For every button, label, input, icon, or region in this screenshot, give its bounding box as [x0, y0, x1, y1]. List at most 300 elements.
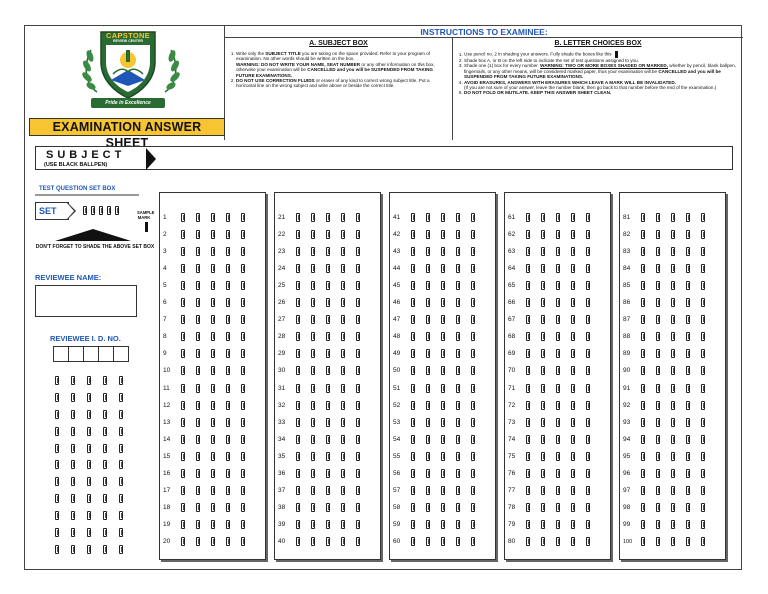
answer-bubble[interactable]	[241, 537, 245, 546]
answer-bubble[interactable]	[426, 332, 430, 341]
answer-bubble[interactable]	[526, 230, 530, 239]
answer-bubble[interactable]	[671, 384, 675, 393]
answer-bubble[interactable]	[296, 469, 300, 478]
answer-bubble[interactable]	[211, 503, 215, 512]
answer-bubble[interactable]	[311, 230, 315, 239]
answer-bubble[interactable]	[341, 247, 345, 256]
answer-bubble[interactable]	[341, 298, 345, 307]
answer-bubble[interactable]	[181, 230, 185, 239]
id-bubble[interactable]	[103, 528, 107, 537]
answer-bubble[interactable]	[556, 230, 560, 239]
id-bubble[interactable]	[103, 410, 107, 419]
id-bubble[interactable]	[119, 511, 123, 520]
answer-bubble[interactable]	[241, 418, 245, 427]
answer-bubble[interactable]	[541, 503, 545, 512]
answer-bubble[interactable]	[701, 349, 705, 358]
answer-bubble[interactable]	[356, 247, 360, 256]
answer-bubble[interactable]	[196, 418, 200, 427]
answer-bubble[interactable]	[181, 452, 185, 461]
answer-bubble[interactable]	[211, 264, 215, 273]
answer-bubble[interactable]	[556, 213, 560, 222]
id-bubble[interactable]	[103, 460, 107, 469]
id-bubble[interactable]	[119, 444, 123, 453]
answer-bubble[interactable]	[211, 401, 215, 410]
answer-bubble[interactable]	[426, 435, 430, 444]
answer-bubble[interactable]	[656, 281, 660, 290]
answer-bubble[interactable]	[441, 503, 445, 512]
answer-bubble[interactable]	[211, 298, 215, 307]
answer-bubble[interactable]	[656, 247, 660, 256]
answer-bubble[interactable]	[456, 435, 460, 444]
answer-bubble[interactable]	[571, 503, 575, 512]
answer-bubble[interactable]	[671, 298, 675, 307]
answer-bubble[interactable]	[556, 401, 560, 410]
answer-bubble[interactable]	[556, 384, 560, 393]
answer-bubble[interactable]	[556, 418, 560, 427]
answer-bubble[interactable]	[426, 264, 430, 273]
answer-bubble[interactable]	[671, 213, 675, 222]
answer-bubble[interactable]	[311, 349, 315, 358]
id-bubble[interactable]	[87, 410, 91, 419]
answer-bubble[interactable]	[296, 332, 300, 341]
answer-bubble[interactable]	[311, 332, 315, 341]
id-bubble[interactable]	[71, 427, 75, 436]
answer-bubble[interactable]	[211, 520, 215, 529]
answer-bubble[interactable]	[296, 486, 300, 495]
answer-bubble[interactable]	[426, 537, 430, 546]
answer-bubble[interactable]	[181, 503, 185, 512]
answer-bubble[interactable]	[196, 315, 200, 324]
answer-bubble[interactable]	[686, 213, 690, 222]
answer-bubble[interactable]	[326, 435, 330, 444]
answer-bubble[interactable]	[456, 537, 460, 546]
answer-bubble[interactable]	[296, 435, 300, 444]
answer-bubble[interactable]	[341, 264, 345, 273]
answer-bubble[interactable]	[241, 486, 245, 495]
answer-bubble[interactable]	[526, 213, 530, 222]
answer-bubble[interactable]	[656, 520, 660, 529]
answer-bubble[interactable]	[641, 503, 645, 512]
answer-bubble[interactable]	[181, 384, 185, 393]
answer-bubble[interactable]	[356, 384, 360, 393]
answer-bubble[interactable]	[196, 537, 200, 546]
answer-bubble[interactable]	[586, 230, 590, 239]
answer-bubble[interactable]	[411, 230, 415, 239]
answer-bubble[interactable]	[426, 520, 430, 529]
answer-bubble[interactable]	[586, 452, 590, 461]
answer-bubble[interactable]	[701, 332, 705, 341]
answer-bubble[interactable]	[456, 503, 460, 512]
answer-bubble[interactable]	[471, 281, 475, 290]
answer-bubble[interactable]	[571, 349, 575, 358]
answer-bubble[interactable]	[526, 281, 530, 290]
id-digit-cell[interactable]	[83, 346, 99, 362]
answer-bubble[interactable]	[441, 315, 445, 324]
answer-bubble[interactable]	[211, 230, 215, 239]
answer-bubble[interactable]	[296, 349, 300, 358]
id-bubble[interactable]	[103, 545, 107, 554]
answer-bubble[interactable]	[296, 401, 300, 410]
answer-bubble[interactable]	[181, 247, 185, 256]
answer-bubble[interactable]	[441, 332, 445, 341]
answer-bubble[interactable]	[341, 503, 345, 512]
answer-bubble[interactable]	[686, 520, 690, 529]
answer-bubble[interactable]	[211, 213, 215, 222]
answer-bubble[interactable]	[326, 264, 330, 273]
answer-bubble[interactable]	[641, 332, 645, 341]
answer-bubble[interactable]	[686, 486, 690, 495]
answer-bubble[interactable]	[456, 452, 460, 461]
id-bubble[interactable]	[71, 511, 75, 520]
answer-bubble[interactable]	[471, 213, 475, 222]
answer-bubble[interactable]	[701, 213, 705, 222]
answer-bubble[interactable]	[356, 332, 360, 341]
answer-bubble[interactable]	[701, 264, 705, 273]
answer-bubble[interactable]	[356, 435, 360, 444]
answer-bubble[interactable]	[311, 281, 315, 290]
answer-bubble[interactable]	[441, 435, 445, 444]
answer-bubble[interactable]	[541, 349, 545, 358]
answer-bubble[interactable]	[196, 281, 200, 290]
answer-bubble[interactable]	[686, 264, 690, 273]
id-digit-cell[interactable]	[98, 346, 114, 362]
answer-bubble[interactable]	[311, 264, 315, 273]
answer-bubble[interactable]	[241, 281, 245, 290]
answer-bubble[interactable]	[541, 435, 545, 444]
answer-bubble[interactable]	[426, 366, 430, 375]
answer-bubble[interactable]	[656, 366, 660, 375]
answer-bubble[interactable]	[671, 537, 675, 546]
answer-bubble[interactable]	[571, 298, 575, 307]
answer-bubble[interactable]	[526, 469, 530, 478]
answer-bubble[interactable]	[211, 537, 215, 546]
answer-bubble[interactable]	[326, 520, 330, 529]
id-bubble[interactable]	[55, 477, 59, 486]
id-bubble[interactable]	[71, 410, 75, 419]
answer-bubble[interactable]	[471, 537, 475, 546]
answer-bubble[interactable]	[541, 452, 545, 461]
answer-bubble[interactable]	[586, 298, 590, 307]
answer-bubble[interactable]	[571, 401, 575, 410]
answer-bubble[interactable]	[541, 230, 545, 239]
answer-bubble[interactable]	[526, 264, 530, 273]
answer-bubble[interactable]	[526, 366, 530, 375]
answer-bubble[interactable]	[326, 315, 330, 324]
answer-bubble[interactable]	[471, 401, 475, 410]
id-bubble[interactable]	[103, 376, 107, 385]
id-bubble[interactable]	[119, 393, 123, 402]
answer-bubble[interactable]	[211, 247, 215, 256]
id-bubble[interactable]	[55, 393, 59, 402]
answer-bubble[interactable]	[341, 366, 345, 375]
answer-bubble[interactable]	[586, 315, 590, 324]
id-bubble[interactable]	[87, 528, 91, 537]
answer-bubble[interactable]	[311, 298, 315, 307]
answer-bubble[interactable]	[556, 452, 560, 461]
answer-bubble[interactable]	[411, 315, 415, 324]
answer-bubble[interactable]	[456, 401, 460, 410]
answer-bubble[interactable]	[356, 315, 360, 324]
answer-bubble[interactable]	[181, 281, 185, 290]
id-bubble[interactable]	[55, 528, 59, 537]
id-bubble[interactable]	[87, 427, 91, 436]
answer-bubble[interactable]	[296, 384, 300, 393]
answer-bubble[interactable]	[471, 332, 475, 341]
answer-bubble[interactable]	[211, 332, 215, 341]
answer-bubble[interactable]	[356, 486, 360, 495]
answer-bubble[interactable]	[586, 213, 590, 222]
answer-bubble[interactable]	[411, 264, 415, 273]
answer-bubble[interactable]	[241, 230, 245, 239]
answer-bubble[interactable]	[326, 537, 330, 546]
answer-bubble[interactable]	[571, 230, 575, 239]
answer-bubble[interactable]	[526, 452, 530, 461]
answer-bubble[interactable]	[586, 418, 590, 427]
answer-bubble[interactable]	[641, 520, 645, 529]
answer-bubble[interactable]	[686, 401, 690, 410]
answer-bubble[interactable]	[296, 503, 300, 512]
answer-bubble[interactable]	[411, 469, 415, 478]
answer-bubble[interactable]	[341, 435, 345, 444]
answer-bubble[interactable]	[296, 452, 300, 461]
answer-bubble[interactable]	[326, 230, 330, 239]
answer-bubble[interactable]	[226, 264, 230, 273]
answer-bubble[interactable]	[471, 435, 475, 444]
answer-bubble[interactable]	[341, 452, 345, 461]
answer-bubble[interactable]	[411, 298, 415, 307]
answer-bubble[interactable]	[671, 315, 675, 324]
answer-bubble[interactable]	[471, 349, 475, 358]
answer-bubble[interactable]	[686, 298, 690, 307]
id-bubble[interactable]	[103, 511, 107, 520]
answer-bubble[interactable]	[311, 503, 315, 512]
answer-bubble[interactable]	[356, 520, 360, 529]
answer-bubble[interactable]	[556, 366, 560, 375]
answer-bubble[interactable]	[526, 349, 530, 358]
answer-bubble[interactable]	[356, 366, 360, 375]
id-bubble[interactable]	[87, 545, 91, 554]
set-bubble[interactable]	[115, 206, 119, 215]
answer-bubble[interactable]	[226, 213, 230, 222]
answer-bubble[interactable]	[426, 401, 430, 410]
answer-bubble[interactable]	[701, 298, 705, 307]
answer-bubble[interactable]	[456, 315, 460, 324]
answer-bubble[interactable]	[226, 537, 230, 546]
answer-bubble[interactable]	[686, 281, 690, 290]
answer-bubble[interactable]	[441, 230, 445, 239]
answer-bubble[interactable]	[571, 469, 575, 478]
answer-bubble[interactable]	[311, 418, 315, 427]
answer-bubble[interactable]	[571, 452, 575, 461]
answer-bubble[interactable]	[311, 315, 315, 324]
answer-bubble[interactable]	[311, 486, 315, 495]
answer-bubble[interactable]	[586, 469, 590, 478]
answer-bubble[interactable]	[241, 264, 245, 273]
answer-bubble[interactable]	[411, 435, 415, 444]
answer-bubble[interactable]	[556, 537, 560, 546]
answer-bubble[interactable]	[556, 486, 560, 495]
answer-bubble[interactable]	[671, 230, 675, 239]
id-bubble[interactable]	[119, 545, 123, 554]
answer-bubble[interactable]	[641, 349, 645, 358]
answer-bubble[interactable]	[556, 520, 560, 529]
answer-bubble[interactable]	[311, 469, 315, 478]
answer-bubble[interactable]	[656, 469, 660, 478]
answer-bubble[interactable]	[456, 247, 460, 256]
answer-bubble[interactable]	[441, 418, 445, 427]
id-bubble[interactable]	[55, 545, 59, 554]
answer-bubble[interactable]	[471, 520, 475, 529]
answer-bubble[interactable]	[411, 537, 415, 546]
answer-bubble[interactable]	[411, 401, 415, 410]
answer-bubble[interactable]	[526, 247, 530, 256]
answer-bubble[interactable]	[226, 401, 230, 410]
answer-bubble[interactable]	[526, 486, 530, 495]
answer-bubble[interactable]	[671, 264, 675, 273]
id-bubble[interactable]	[55, 444, 59, 453]
id-bubble[interactable]	[71, 528, 75, 537]
answer-bubble[interactable]	[441, 452, 445, 461]
answer-bubble[interactable]	[656, 264, 660, 273]
answer-bubble[interactable]	[326, 418, 330, 427]
answer-bubble[interactable]	[211, 452, 215, 461]
answer-bubble[interactable]	[356, 230, 360, 239]
answer-bubble[interactable]	[556, 469, 560, 478]
answer-bubble[interactable]	[441, 247, 445, 256]
answer-bubble[interactable]	[241, 452, 245, 461]
answer-bubble[interactable]	[471, 486, 475, 495]
id-bubble[interactable]	[71, 376, 75, 385]
answer-bubble[interactable]	[541, 281, 545, 290]
answer-bubble[interactable]	[311, 401, 315, 410]
answer-bubble[interactable]	[656, 537, 660, 546]
answer-bubble[interactable]	[671, 469, 675, 478]
answer-bubble[interactable]	[701, 452, 705, 461]
answer-bubble[interactable]	[211, 281, 215, 290]
answer-bubble[interactable]	[641, 418, 645, 427]
id-bubble[interactable]	[119, 494, 123, 503]
answer-bubble[interactable]	[541, 366, 545, 375]
id-bubble[interactable]	[71, 494, 75, 503]
answer-bubble[interactable]	[471, 366, 475, 375]
id-bubble[interactable]	[119, 460, 123, 469]
answer-bubble[interactable]	[541, 298, 545, 307]
answer-bubble[interactable]	[571, 537, 575, 546]
answer-bubble[interactable]	[211, 418, 215, 427]
answer-bubble[interactable]	[641, 230, 645, 239]
answer-bubble[interactable]	[226, 247, 230, 256]
answer-bubble[interactable]	[456, 298, 460, 307]
answer-bubble[interactable]	[441, 366, 445, 375]
answer-bubble[interactable]	[456, 384, 460, 393]
answer-bubble[interactable]	[311, 366, 315, 375]
answer-bubble[interactable]	[701, 520, 705, 529]
answer-bubble[interactable]	[341, 401, 345, 410]
answer-bubble[interactable]	[471, 315, 475, 324]
answer-bubble[interactable]	[641, 315, 645, 324]
answer-bubble[interactable]	[211, 366, 215, 375]
answer-bubble[interactable]	[241, 435, 245, 444]
answer-bubble[interactable]	[411, 213, 415, 222]
id-bubble[interactable]	[103, 494, 107, 503]
answer-bubble[interactable]	[556, 435, 560, 444]
answer-bubble[interactable]	[241, 332, 245, 341]
answer-bubble[interactable]	[226, 486, 230, 495]
answer-bubble[interactable]	[241, 469, 245, 478]
answer-bubble[interactable]	[211, 315, 215, 324]
answer-bubble[interactable]	[686, 503, 690, 512]
answer-bubble[interactable]	[686, 384, 690, 393]
answer-bubble[interactable]	[326, 469, 330, 478]
answer-bubble[interactable]	[586, 349, 590, 358]
answer-bubble[interactable]	[411, 349, 415, 358]
answer-bubble[interactable]	[196, 298, 200, 307]
answer-bubble[interactable]	[426, 418, 430, 427]
answer-bubble[interactable]	[641, 366, 645, 375]
answer-bubble[interactable]	[556, 349, 560, 358]
answer-bubble[interactable]	[411, 281, 415, 290]
answer-bubble[interactable]	[226, 520, 230, 529]
answer-bubble[interactable]	[541, 418, 545, 427]
answer-bubble[interactable]	[586, 503, 590, 512]
answer-bubble[interactable]	[671, 247, 675, 256]
answer-bubble[interactable]	[296, 230, 300, 239]
answer-bubble[interactable]	[326, 349, 330, 358]
answer-bubble[interactable]	[586, 366, 590, 375]
answer-bubble[interactable]	[701, 537, 705, 546]
answer-bubble[interactable]	[296, 366, 300, 375]
answer-bubble[interactable]	[556, 264, 560, 273]
answer-bubble[interactable]	[456, 469, 460, 478]
answer-bubble[interactable]	[571, 213, 575, 222]
id-bubble[interactable]	[119, 410, 123, 419]
id-bubble[interactable]	[87, 494, 91, 503]
id-bubble[interactable]	[55, 410, 59, 419]
answer-bubble[interactable]	[311, 452, 315, 461]
id-bubble[interactable]	[55, 460, 59, 469]
answer-bubble[interactable]	[571, 366, 575, 375]
answer-bubble[interactable]	[686, 435, 690, 444]
answer-bubble[interactable]	[296, 213, 300, 222]
id-bubble[interactable]	[119, 477, 123, 486]
answer-bubble[interactable]	[526, 435, 530, 444]
answer-bubble[interactable]	[196, 469, 200, 478]
answer-bubble[interactable]	[241, 503, 245, 512]
answer-bubble[interactable]	[456, 264, 460, 273]
answer-bubble[interactable]	[296, 281, 300, 290]
answer-bubble[interactable]	[196, 366, 200, 375]
answer-bubble[interactable]	[641, 435, 645, 444]
id-bubble[interactable]	[103, 393, 107, 402]
answer-bubble[interactable]	[356, 281, 360, 290]
answer-bubble[interactable]	[181, 435, 185, 444]
answer-bubble[interactable]	[701, 281, 705, 290]
answer-bubble[interactable]	[656, 213, 660, 222]
answer-bubble[interactable]	[226, 469, 230, 478]
answer-bubble[interactable]	[456, 418, 460, 427]
answer-bubble[interactable]	[341, 520, 345, 529]
answer-bubble[interactable]	[411, 418, 415, 427]
answer-bubble[interactable]	[641, 264, 645, 273]
id-bubble[interactable]	[71, 477, 75, 486]
answer-bubble[interactable]	[296, 264, 300, 273]
answer-bubble[interactable]	[196, 435, 200, 444]
answer-bubble[interactable]	[181, 366, 185, 375]
answer-bubble[interactable]	[671, 486, 675, 495]
answer-bubble[interactable]	[311, 213, 315, 222]
answer-bubble[interactable]	[241, 298, 245, 307]
answer-bubble[interactable]	[341, 486, 345, 495]
